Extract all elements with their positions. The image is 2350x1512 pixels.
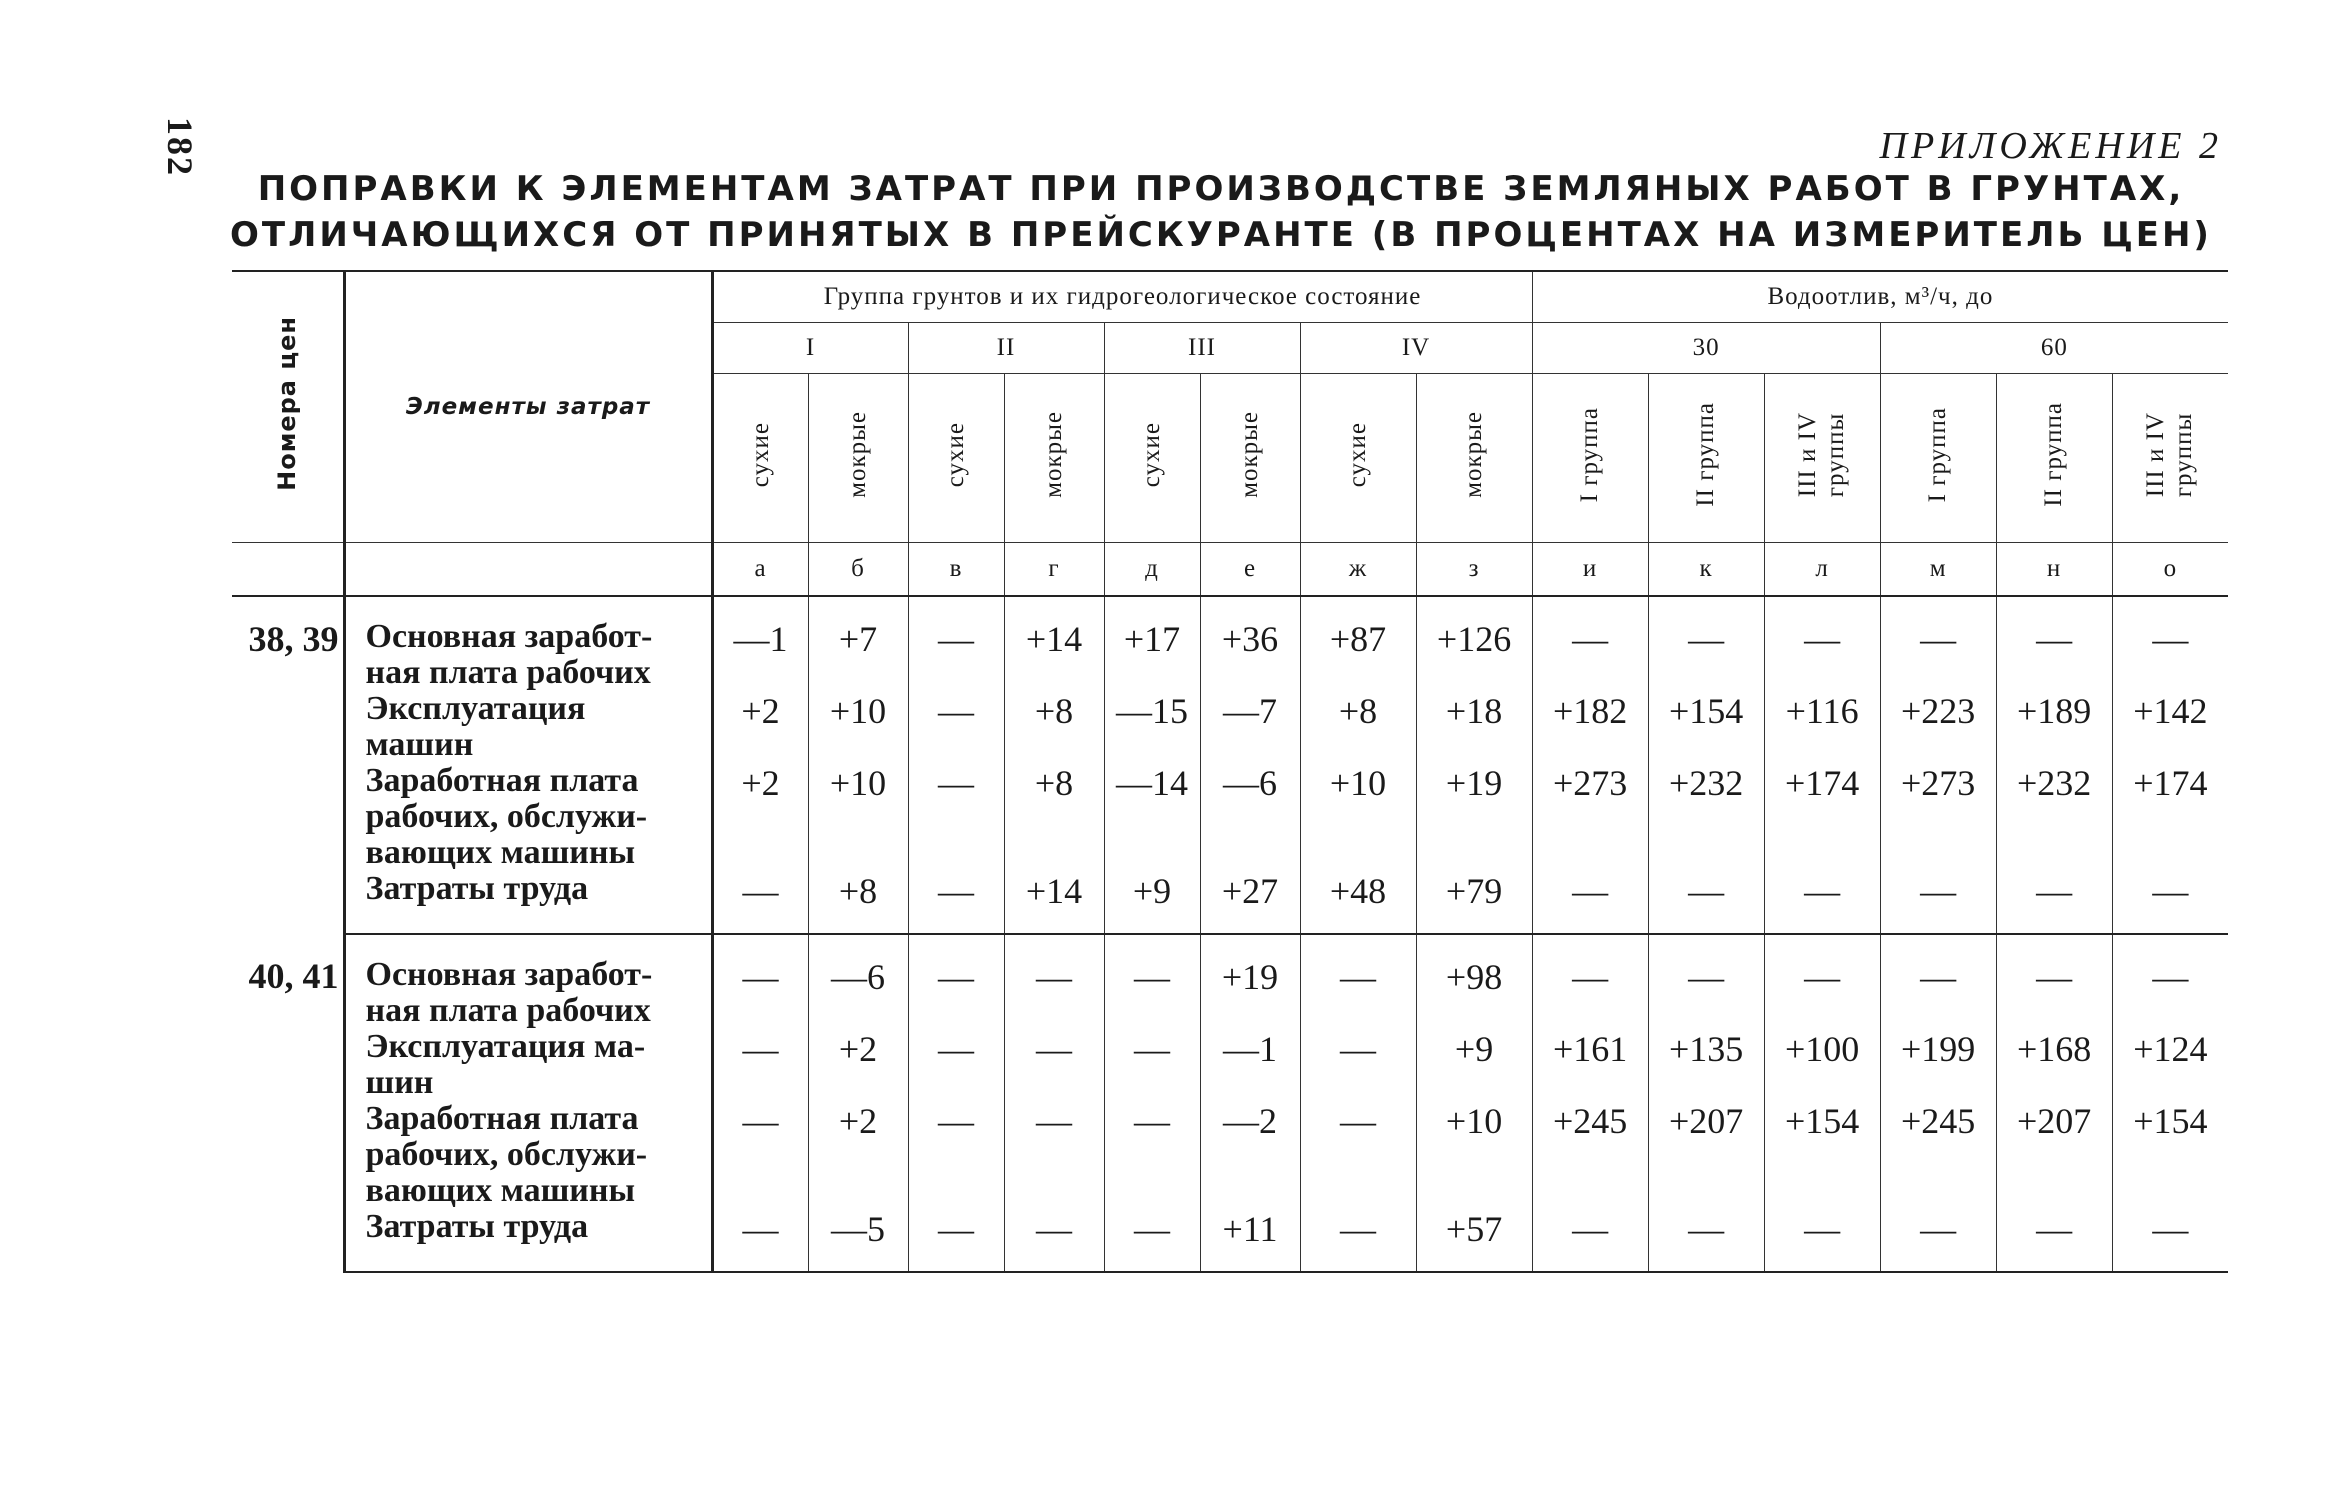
header-letter: н [1996, 543, 2112, 597]
page-number: 182 [160, 117, 200, 177]
header-flow-60: 60 [1880, 323, 2228, 374]
value-cell: — [1532, 934, 1648, 1029]
value-cell: +207 [1996, 1101, 2112, 1209]
header-letter: д [1104, 543, 1200, 597]
value-cell: — [2112, 934, 2228, 1029]
value-cell: — [908, 1101, 1004, 1209]
value-cell: +223 [1880, 691, 1996, 763]
value-cell: +10 [1416, 1101, 1532, 1209]
value-cell: — [2112, 871, 2228, 934]
value-cell: +9 [1416, 1029, 1532, 1101]
value-cell: — [1996, 934, 2112, 1029]
value-cell: +9 [1104, 871, 1200, 934]
header-sub-d: сухие [1104, 374, 1200, 543]
value-cell: +154 [1648, 691, 1764, 763]
cost-element-cell: Эксплуатация ма- шин [344, 1029, 712, 1101]
header-sub-l: III и IV группы [1764, 374, 1880, 543]
header-sub-v: сухие [908, 374, 1004, 543]
value-cell: — [1996, 871, 2112, 934]
value-cell: —5 [808, 1209, 908, 1272]
value-cell: +273 [1880, 763, 1996, 871]
header-soil-group: Группа грунтов и их гидрогеологическое состояние [712, 271, 1532, 323]
value-cell: — [1648, 596, 1764, 691]
appendix-label: ПРИЛОЖЕНИЕ 2 [1879, 125, 2222, 167]
value-cell: +8 [808, 871, 908, 934]
value-cell: +135 [1648, 1029, 1764, 1101]
value-cell: — [2112, 596, 2228, 691]
value-cell: — [712, 1029, 808, 1101]
value-cell: +57 [1416, 1209, 1532, 1272]
header-sub-zh: сухие [1300, 374, 1416, 543]
header-sub-z: мокрые [1416, 374, 1532, 543]
corrections-table [232, 270, 2228, 1273]
value-cell: — [1996, 1209, 2112, 1272]
header-flow-30: 30 [1532, 323, 1880, 374]
value-cell: — [908, 934, 1004, 1029]
header-letter: г [1004, 543, 1104, 597]
header-letter: в [908, 543, 1004, 597]
cost-element-cell: Затраты труда [344, 1209, 712, 1272]
value-cell: +14 [1004, 596, 1104, 691]
table-row [232, 763, 2228, 871]
table-row [232, 871, 2228, 934]
value-cell: +2 [712, 691, 808, 763]
header-letter: ж [1300, 543, 1416, 597]
value-cell: — [908, 763, 1004, 871]
header-letter: а [712, 543, 808, 597]
header-letter: и [1532, 543, 1648, 597]
value-cell: — [712, 871, 808, 934]
header-letter: б [808, 543, 908, 597]
value-cell: +232 [1648, 763, 1764, 871]
value-cell: +14 [1004, 871, 1104, 934]
header-group-1: I [712, 323, 908, 374]
value-cell: +116 [1764, 691, 1880, 763]
value-cell: +10 [808, 763, 908, 871]
header-sub-k: II группа [1648, 374, 1764, 543]
header-sub-i: I группа [1532, 374, 1648, 543]
value-cell: — [712, 1101, 808, 1209]
header-sub-m: I группа [1880, 374, 1996, 543]
value-cell: —7 [1200, 691, 1300, 763]
value-cell: +174 [2112, 763, 2228, 871]
title-line-2: ОТЛИЧАЮЩИХСЯ ОТ ПРИНЯТЫХ В ПРЕЙСКУРАНТЕ (В ПРОЦЕНТАХ НА ИЗМЕРИТЕЛЬ ЦЕН) [230, 215, 2212, 255]
header-letter: л [1764, 543, 1880, 597]
cost-element-cell: Основная заработ- ная плата рабочих [344, 934, 712, 1029]
value-cell: +10 [1300, 763, 1416, 871]
value-cell: — [908, 596, 1004, 691]
value-cell: +126 [1416, 596, 1532, 691]
value-cell: +8 [1300, 691, 1416, 763]
value-cell: — [1004, 934, 1104, 1029]
value-cell: +87 [1300, 596, 1416, 691]
table-row [232, 596, 2228, 691]
price-numbers-cell: 38, 39 [248, 619, 339, 659]
value-cell: +48 [1300, 871, 1416, 934]
header-cost-elements: Элементы затрат [344, 271, 712, 543]
value-cell: +11 [1200, 1209, 1300, 1272]
value-cell: +168 [1996, 1029, 2112, 1101]
header-sub-e: мокрые [1200, 374, 1300, 543]
price-numbers-cell: 40, 41 [248, 956, 339, 996]
header-sub-n: II группа [1996, 374, 2112, 543]
value-cell: —6 [1200, 763, 1300, 871]
value-cell: +142 [2112, 691, 2228, 763]
page-title [220, 166, 2222, 258]
table-row [232, 934, 2228, 1029]
cost-element-cell: Затраты труда [344, 871, 712, 934]
value-cell: +79 [1416, 871, 1532, 934]
value-cell: — [908, 1209, 1004, 1272]
cost-element-cell: Основная заработ- ная плата рабочих [344, 596, 712, 691]
header-letter-blank-2 [344, 543, 712, 597]
value-cell: +2 [808, 1029, 908, 1101]
header-letter: з [1416, 543, 1532, 597]
value-cell: +161 [1532, 1029, 1648, 1101]
value-cell: +7 [808, 596, 908, 691]
value-cell: +174 [1764, 763, 1880, 871]
value-cell: +124 [2112, 1029, 2228, 1101]
value-cell: +189 [1996, 691, 2112, 763]
value-cell: — [1300, 1209, 1416, 1272]
value-cell: +154 [2112, 1101, 2228, 1209]
table-row [232, 691, 2228, 763]
value-cell: +232 [1996, 763, 2112, 871]
value-cell: — [1004, 1101, 1104, 1209]
header-group-2: II [908, 323, 1104, 374]
value-cell: — [908, 1029, 1004, 1101]
value-cell: — [1880, 871, 1996, 934]
value-cell: — [1300, 934, 1416, 1029]
value-cell: +207 [1648, 1101, 1764, 1209]
value-cell: — [908, 871, 1004, 934]
header-sub-g: мокрые [1004, 374, 1104, 543]
table-row [232, 1101, 2228, 1209]
value-cell: — [1648, 1209, 1764, 1272]
header-letter: о [2112, 543, 2228, 597]
value-cell: +98 [1416, 934, 1532, 1029]
cost-element-cell: Заработная плата рабочих, обслужи- вающих машины [344, 1101, 712, 1209]
value-cell: +8 [1004, 763, 1104, 871]
value-cell: — [1764, 1209, 1880, 1272]
value-cell: — [1104, 1029, 1200, 1101]
value-cell: +19 [1200, 934, 1300, 1029]
header-sub-a: сухие [712, 374, 808, 543]
value-cell: — [1532, 596, 1648, 691]
header-group-3: III [1104, 323, 1300, 374]
header-dewatering: Водоотлив, м³/ч, до [1532, 271, 2228, 323]
value-cell: — [2112, 1209, 2228, 1272]
header-price-numbers: Номера цен [232, 271, 344, 543]
value-cell: +19 [1416, 763, 1532, 871]
value-cell: — [1532, 1209, 1648, 1272]
table-row [232, 1209, 2228, 1272]
value-cell: — [1880, 934, 1996, 1029]
header-letter-blank-1 [232, 543, 344, 597]
value-cell: — [712, 934, 808, 1029]
value-cell: —2 [1200, 1101, 1300, 1209]
value-cell: — [1104, 1209, 1200, 1272]
value-cell: +100 [1764, 1029, 1880, 1101]
value-cell: —6 [808, 934, 908, 1029]
value-cell: — [1300, 1101, 1416, 1209]
value-cell: —1 [1200, 1029, 1300, 1101]
value-cell: +245 [1880, 1101, 1996, 1209]
value-cell: +8 [1004, 691, 1104, 763]
header-sub-b: мокрые [808, 374, 908, 543]
value-cell: +18 [1416, 691, 1532, 763]
header-letter: к [1648, 543, 1764, 597]
cost-element-cell: Заработная плата рабочих, обслужи- вающих машины [344, 763, 712, 871]
value-cell: +10 [808, 691, 908, 763]
value-cell: +154 [1764, 1101, 1880, 1209]
value-cell: — [908, 691, 1004, 763]
value-cell: — [1104, 934, 1200, 1029]
value-cell: +199 [1880, 1029, 1996, 1101]
value-cell: — [1104, 1101, 1200, 1209]
header-group-4: IV [1300, 323, 1532, 374]
value-cell: +2 [712, 763, 808, 871]
value-cell: — [1880, 596, 1996, 691]
value-cell: +182 [1532, 691, 1648, 763]
header-letter: м [1880, 543, 1996, 597]
value-cell: — [1004, 1029, 1104, 1101]
title-line-1: ПОПРАВКИ К ЭЛЕМЕНТАМ ЗАТРАТ ПРИ ПРОИЗВОДСТВЕ ЗЕМЛЯНЫХ РАБОТ В ГРУНТАХ, [257, 169, 2185, 209]
cost-element-cell: Эксплуатация машин [344, 691, 712, 763]
table-row [232, 1029, 2228, 1101]
value-cell: — [1764, 934, 1880, 1029]
header-sub-o: III и IV группы [2112, 374, 2228, 543]
value-cell: — [712, 1209, 808, 1272]
value-cell: — [1648, 934, 1764, 1029]
value-cell: — [1532, 871, 1648, 934]
value-cell: +36 [1200, 596, 1300, 691]
value-cell: +17 [1104, 596, 1200, 691]
value-cell: — [1300, 1029, 1416, 1101]
value-cell: — [1880, 1209, 1996, 1272]
value-cell: — [1648, 871, 1764, 934]
value-cell: —14 [1104, 763, 1200, 871]
value-cell: —1 [712, 596, 808, 691]
header-letter: е [1200, 543, 1300, 597]
value-cell: — [1764, 871, 1880, 934]
value-cell: +273 [1532, 763, 1648, 871]
value-cell: +245 [1532, 1101, 1648, 1209]
value-cell: +27 [1200, 871, 1300, 934]
value-cell: — [1996, 596, 2112, 691]
value-cell: — [1764, 596, 1880, 691]
value-cell: — [1004, 1209, 1104, 1272]
value-cell: +2 [808, 1101, 908, 1209]
value-cell: —15 [1104, 691, 1200, 763]
